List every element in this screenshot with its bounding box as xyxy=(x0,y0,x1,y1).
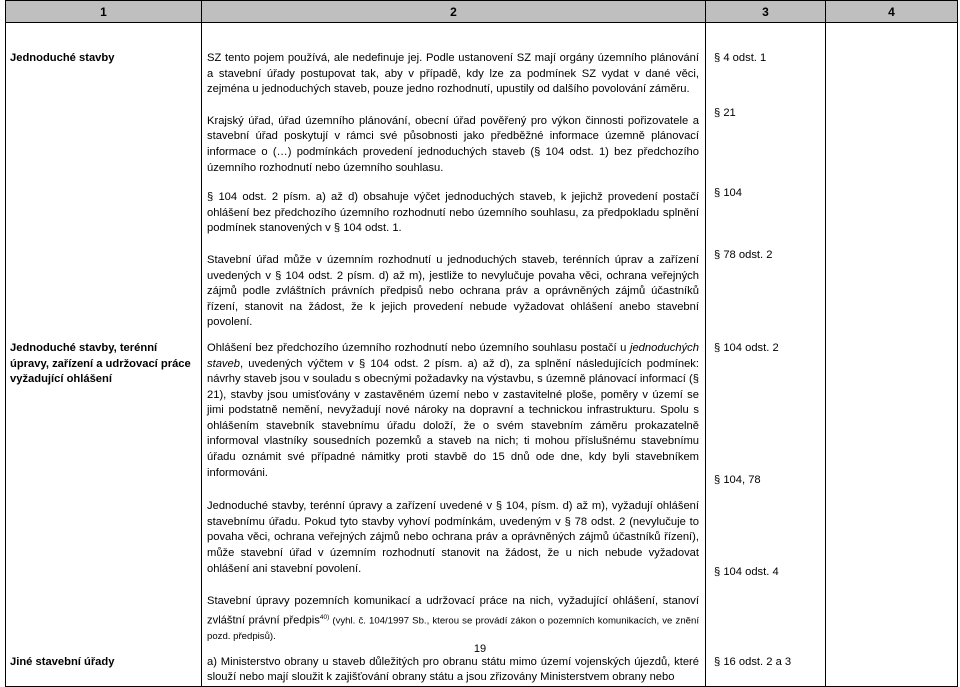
paragraph: a) Ministerstvo obrany u staveb důležitých pro obranu státu mimo území vojenských újezdů, které slouží nebo mají sloužit k zajišťování obrany státu a jsou zřizovány Ministerstvem obrany nebo xyxy=(207,655,699,684)
table-row xyxy=(6,23,958,331)
term-cell xyxy=(6,331,202,645)
header-col-2: 2 xyxy=(202,1,706,23)
header-col-1: 1 xyxy=(6,1,202,23)
section-reference: § 16 odst. 2 a 3 xyxy=(714,655,792,668)
reference-cell xyxy=(706,23,826,331)
header-col-3: 3 xyxy=(706,1,826,23)
section-reference: § 104 odst. 4 xyxy=(714,566,779,579)
paragraph: Jednoduché stavby, terénní úpravy a zařízení uvedené v § 104, písm. d) až m), vyžadují ohlášení stavebnímu úřadu. Pokud tyto stavby vyhoví podmínkám, uvedeným v § 78 odst. 2 (nevylučuje to povaha věci, ochrana veřejných zájmů nebo ochrana práv a oprávněných zájmů účastníků řízení), může stavební úřad v územním rozhodnutí stanovit na žádost, že u nich nebude vyžadovat ohlášení ani stavební povolení. xyxy=(207,500,699,575)
paragraph xyxy=(207,594,699,645)
term-label: Jednoduché stavby xyxy=(10,52,115,64)
section-reference: § 104 odst. 2 xyxy=(714,341,779,354)
section-reference: § 4 odst. 1 xyxy=(714,52,767,64)
paragraph: Stavební úřad může v územním rozhodnutí u jednoduchých staveb, terénních úprav a zařízení uvedených v § 104 odst. 2 písm. d) až m), jestliže to nevylučuje povaha věci, ochrana veřejných zájmů podle zvláštních právních předpisů nebo ochrana práv a oprávněných zájmů účastníků řízení, stanovit na žádost, že k jejich provedení nebude vyžadovat ohlášení anebo stavební povolení. xyxy=(207,253,699,329)
header-row xyxy=(6,1,958,23)
paragraph-text: Stavební úpravy pozemních komunikací a udržovací práce na nich, vyžadující ohlášení, stanoví zvláštní právní předpis xyxy=(207,595,699,627)
page-number: 19 xyxy=(473,643,487,655)
paragraph: § 104 odst. 2 písm. a) až d) obsahuje výčet jednoduchých staveb, k jejichž provedení postačí ohlášení bez předchozího územního rozhodnutí nebo územního souhlasu, za předpokladu splnění podmínek stanovených v § 104 odst. 1. xyxy=(207,191,699,235)
paragraph-small-text: (vyhl. č. 104/1997 Sb., kterou se provádí zákon o pozemních komunikacích, ve znění pozd. předpisů). xyxy=(207,615,699,643)
footnote-marker: 40) xyxy=(319,613,330,621)
empty-cell xyxy=(826,331,958,645)
section-reference: § 78 odst. 2 xyxy=(714,248,773,261)
term-label: Jiné stavební úřady xyxy=(10,655,115,668)
paragraph: Krajský úřad, úřad územního plánování, obecní úřad pověřený pro výkon činnosti pořizovatele a stavební úřad poskytují v rámci své působnosti jako předběžné informace územně plánovací informace o (…) podmínkách provedení jednoduchých staveb (§ 104 odst. 1) bez předchozího územního rozhodnutí nebo územního souhlasu. xyxy=(207,114,699,174)
paragraph xyxy=(207,341,699,481)
table-row xyxy=(6,331,958,645)
section-reference: § 21 xyxy=(714,106,736,119)
description-cell xyxy=(202,331,706,645)
reference-cell xyxy=(706,331,826,645)
description-cell xyxy=(202,23,706,331)
section-reference: § 104, 78 xyxy=(714,473,761,486)
paragraph-text: Ohlášení bez předchozího územního rozhodnutí nebo územního souhlasu postačí u xyxy=(207,341,630,354)
paragraph-text: , uvedených výčtem v § 104 odst. 2 písm. a) až d), za splnění následujících podmínek: návrhy staveb jsou v souladu s obecnými požadavky na výstavbu, s územně plánovací informací (§ 21), stavby jsou umisťovány v zastavěném území nebo v zastavitelné ploše, poměry v území se jimi podstatně nemění, nevyžadují nové nároky na dopravní a technickou infrastrukturu. Spolu s ohlášením stavebník stavebnímu úřadu doloží, že o svém stavebním záměru prokazatelně informoval vlastníky sousedních pozemků a staveb na nich; ti mohou příslušnému stavebnímu úřadu oznámit své případné námitky proti stavbě do 15 dnů ode dne, kdy byli stavebníkem informováni. xyxy=(207,357,699,479)
term-cell xyxy=(6,23,202,331)
empty-cell xyxy=(826,23,958,331)
paragraph: SZ tento pojem používá, ale nedefinuje jej. Podle ustanovení SZ mají orgány územního plánování a stavební úřady postupovat tak, aby v případě, kdy lze za podmínek SZ vydat v dané věci, zejména u jednoduchých staveb, pouze jedno rozhodnutí, upustily od dalšího povolování záměru. xyxy=(207,52,699,96)
document-table xyxy=(5,0,958,687)
header-col-4: 4 xyxy=(826,1,958,23)
section-reference: § 104 xyxy=(714,187,742,200)
paragraph-emphasis: jednoduchých staveb xyxy=(207,341,699,370)
term-label: Jednoduché stavby, terénní úpravy, zařízení a udržovací práce vyžadující ohlášení xyxy=(10,341,191,386)
